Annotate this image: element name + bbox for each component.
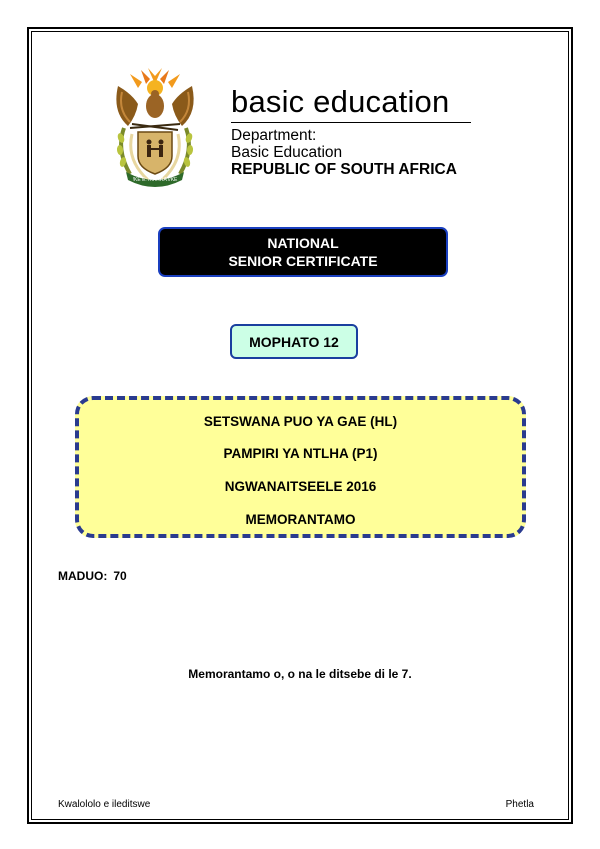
grade-badge (230, 324, 358, 359)
marks-label: MADUO: (58, 569, 108, 583)
certificate-line-2: SENIOR CERTIFICATE (228, 253, 378, 269)
motto-text: !KE E: /XARRA //KE (132, 177, 178, 183)
brand-title: basic education (231, 84, 450, 119)
coat-of-arms-emblem (108, 64, 202, 188)
exam-session: NGWANAITSEELE 2016 (224, 479, 377, 494)
footer-turn-over: Phetla (505, 799, 534, 810)
certificate-banner (158, 227, 448, 277)
footer-copyright-note: Kwalololo e ileditswe (58, 799, 151, 810)
grade-label: MOPHATO 12 (249, 333, 339, 350)
marks-value: 70 (113, 569, 127, 583)
certificate-line-1: NATIONAL (267, 235, 339, 251)
marks-line (58, 569, 127, 583)
pages-note: Memorantamo o, o na le ditsebe di le 7. (188, 667, 412, 681)
shield-icon (138, 132, 172, 174)
subject-panel (75, 396, 526, 538)
paper-number: PAMPIRI YA NTLHA (P1) (223, 446, 378, 461)
country-name: REPUBLIC OF SOUTH AFRICA (231, 161, 457, 178)
department-label: Department: (231, 127, 317, 144)
brand-underline (231, 122, 471, 123)
document-type: MEMORANTAMO (245, 512, 356, 527)
department-name: Basic Education (231, 144, 343, 161)
subject-name: SETSWANA PUO YA GAE (HL) (203, 414, 398, 429)
